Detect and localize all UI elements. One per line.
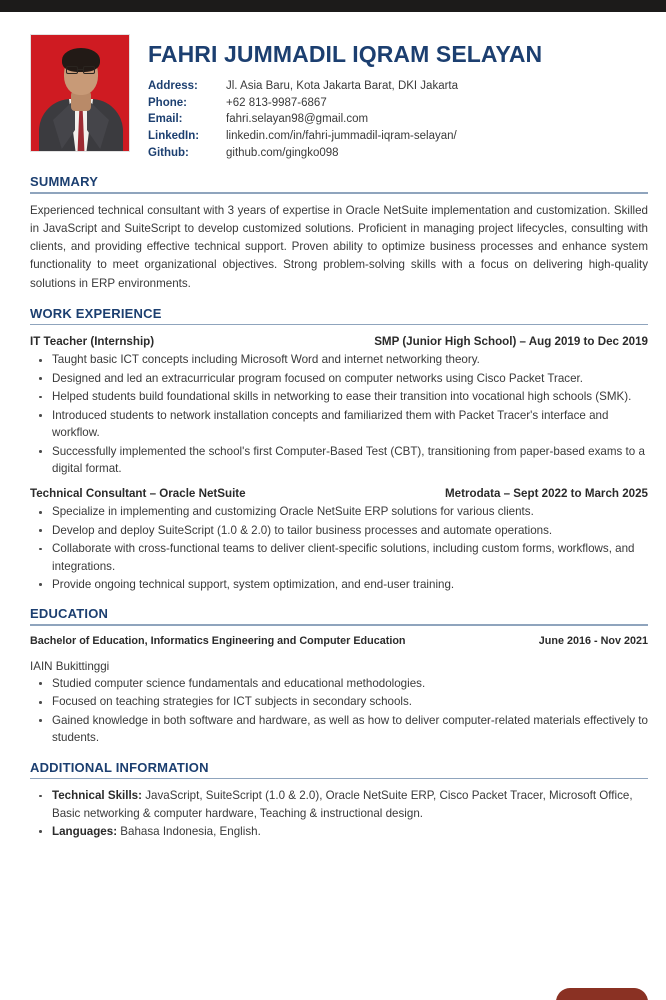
contact-row-linkedin — [148, 128, 648, 145]
item-value: JavaScript, SuiteScript (1.0 & 2.0), Oracle NetSuite ERP, Cisco Packet Tracer, Microsoft Office, Basic networking & computer hardware, Teaching & instructional design. — [52, 789, 633, 820]
list-item: Collaborate with cross-functional teams to deliver client-specific solutions, including custom forms, workflows, and integrations. — [34, 540, 648, 575]
contact-value-github[interactable]: github.com/gingko098 — [226, 146, 339, 159]
item-label: Technical Skills: — [52, 789, 142, 803]
contact-label: Email: — [148, 113, 183, 126]
contact-row-address — [148, 78, 648, 95]
education-entry-header — [30, 635, 648, 647]
section-education — [30, 606, 648, 746]
list-item: Introduced students to network installation concepts and familiarized them with Packet Tracer's interface and workflow. — [34, 407, 648, 442]
resume-header — [30, 34, 648, 161]
item-value: Bahasa Indonesia, English. — [117, 824, 261, 838]
section-additional-information — [30, 760, 648, 841]
work-entry — [30, 335, 648, 477]
profile-photo — [30, 34, 130, 152]
candidate-name: FAHRI JUMMADIL IQRAM SELAYAN — [148, 41, 543, 67]
contact-value-address: Jl. Asia Baru, Kota Jakarta Barat, DKI Jakarta — [226, 80, 459, 93]
contact-value-email[interactable]: fahri.selayan98@gmail.com — [226, 113, 369, 126]
contact-row-github — [148, 145, 648, 162]
contact-label: Github: — [148, 146, 189, 159]
education-degree: Bachelor of Education, Informatics Engineering and Computer Education — [30, 634, 406, 647]
section-title-summary: SUMMARY — [30, 174, 99, 190]
work-entry-header — [30, 487, 648, 500]
education-dates: June 2016 - Nov 2021 — [538, 634, 648, 647]
list-item: Provide ongoing technical support, system optimization, and end-user training. — [34, 576, 648, 593]
list-item: Taught basic ICT concepts including Microsoft Word and internet networking theory. — [34, 351, 648, 368]
work-entry-bullets — [34, 503, 648, 593]
work-entry-header — [30, 335, 648, 348]
section-divider — [30, 324, 648, 326]
section-title-additional-information: ADDITIONAL INFORMATION — [30, 759, 209, 775]
contact-value-phone: +62 813-9987-6867 — [226, 96, 327, 109]
work-entry — [30, 487, 648, 593]
list-item: Studied computer science fundamentals and educational methodologies. — [34, 675, 648, 692]
list-item — [34, 823, 648, 840]
education-school: IAIN Bukittinggi — [30, 659, 110, 673]
section-divider — [30, 624, 648, 626]
section-title-education: EDUCATION — [30, 606, 109, 622]
work-entry-bullets — [34, 351, 648, 477]
list-item — [34, 787, 648, 822]
additional-information-bullets — [34, 787, 648, 840]
resume-page — [0, 12, 666, 1000]
section-divider — [30, 778, 648, 780]
job-role: Technical Consultant – Oracle NetSuite — [30, 487, 246, 501]
contact-label: Address: — [148, 80, 198, 93]
list-item: Successfully implemented the school's first Computer-Based Test (CBT), transitioning from paper-based exams to a digital format. — [34, 443, 648, 478]
job-company-dates: SMP (Junior High School) – Aug 2019 to Dec 2019 — [374, 335, 648, 349]
contact-row-phone — [148, 95, 648, 112]
section-summary — [30, 174, 648, 293]
summary-paragraph: Experienced technical consultant with 3 years of expertise in Oracle NetSuite implementation and customization. Skilled in JavaScript and SuiteScript to develop customized solutions. Proficient in managing project lifecycles, consulting with clients, and providing effective technical support. Proven ability to optimize business processes and enhance system functionality to meet organizational objectives. Strong problem-solving skills with a focus on delivering high-quality solutions in ERP environments. — [30, 203, 648, 290]
status-bar — [0, 0, 666, 12]
list-item: Develop and deploy SuiteScript (1.0 & 2.0) to tailor business processes and automate operations. — [34, 522, 648, 539]
job-role: IT Teacher (Internship) — [30, 335, 155, 349]
contact-value-linkedin[interactable]: linkedin.com/in/fahri-jummadil-iqram-selayan/ — [226, 130, 457, 143]
list-item: Focused on teaching strategies for ICT subjects in secondary schools. — [34, 693, 648, 710]
section-divider — [30, 192, 648, 194]
section-work-experience — [30, 306, 648, 593]
education-bullets — [34, 675, 648, 747]
list-item: Designed and led an extracurricular program focused on computer networks using Cisco Packet Tracer. — [34, 370, 648, 387]
contact-label: Phone: — [148, 96, 187, 109]
list-item: Helped students build foundational skills in networking to ease their transition into vocational high schools (SMK). — [34, 388, 648, 405]
contact-row-email — [148, 111, 648, 128]
job-company-dates: Metrodata – Sept 2022 to March 2025 — [445, 487, 648, 501]
section-title-work-experience: WORK EXPERIENCE — [30, 305, 162, 321]
floating-action-button[interactable] — [556, 988, 648, 1000]
contact-label: LinkedIn: — [148, 130, 200, 143]
item-label: Languages: — [52, 824, 118, 838]
list-item: Gained knowledge in both software and hardware, as well as how to deliver computer-related materials effectively to students. — [34, 712, 648, 747]
list-item: Specialize in implementing and customizing Oracle NetSuite ERP solutions for various clients. — [34, 503, 648, 520]
